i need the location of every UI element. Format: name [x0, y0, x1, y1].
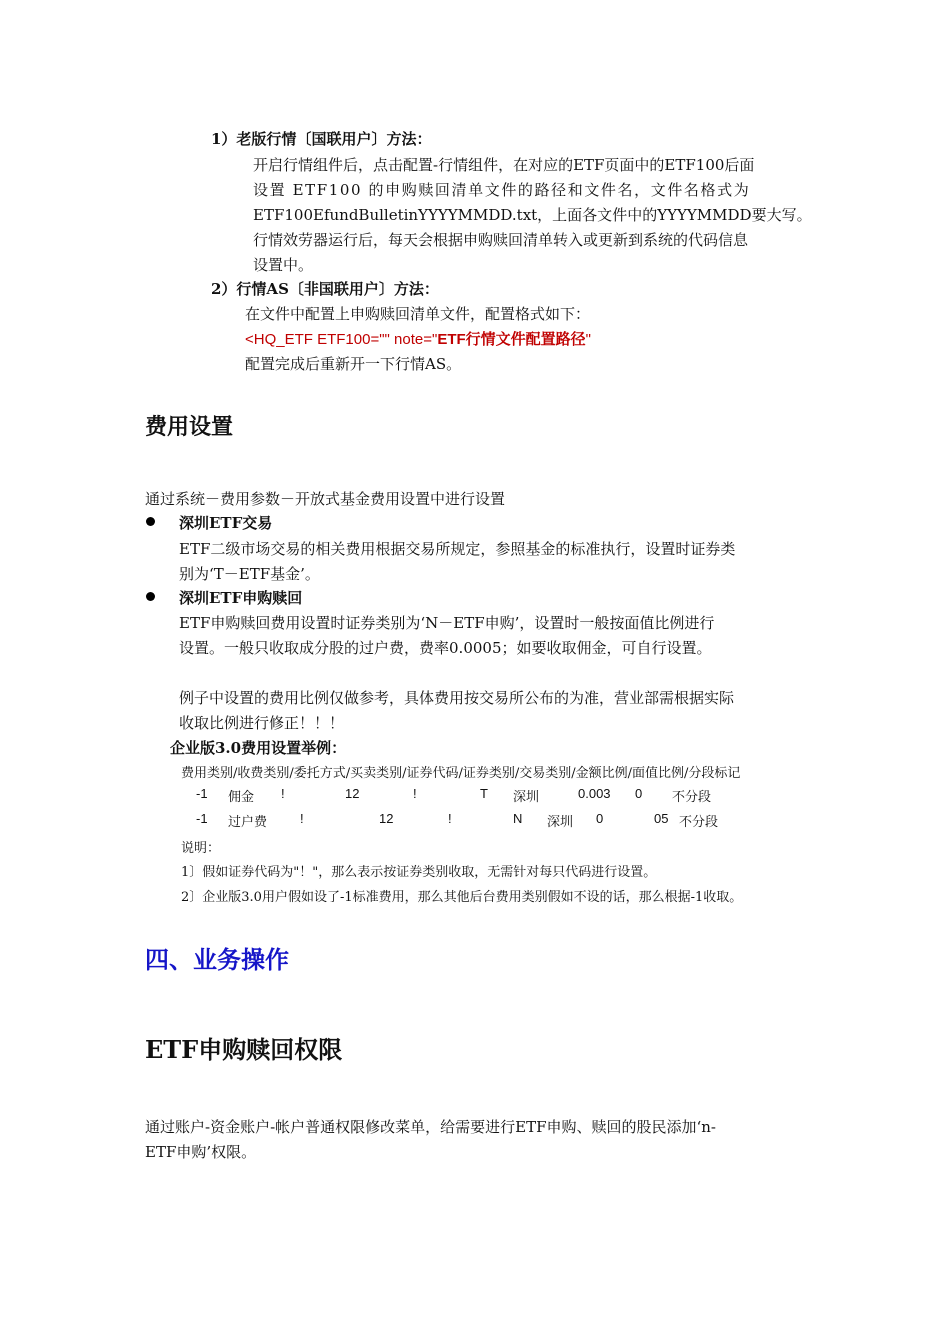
code-bold: ETF行情文件配置路径 — [437, 331, 586, 348]
row-cell: 不分段 — [672, 789, 712, 804]
old-method-line2: 设置 ETF100 的申购赎回清单文件的路径和文件名，文件名格式为 — [253, 181, 751, 199]
section4-title: 四、业务操作 — [145, 945, 289, 974]
as-config-code — [245, 328, 591, 349]
bullet1-title: 深圳ETF交易 — [179, 514, 273, 532]
fee-intro: 通过系统－费用参数－开放式基金费用设置中进行设置 — [145, 490, 506, 508]
bullet2-title: 深圳ETF申购赎回 — [179, 589, 303, 607]
row-cell: 佣金 — [228, 789, 255, 804]
row-cell: 深圳 — [513, 789, 540, 804]
code-prefix: <HQ_ETF ETF100="" note=" — [245, 331, 438, 348]
fee-note-line1: 例子中设置的费用比例仅做参考，具体费用按交易所公布的为准，营业部需根据实际 — [179, 689, 735, 707]
fee-note-line2: 收取比例进行修正！！！ — [179, 714, 345, 732]
row-cell: 12 — [345, 786, 360, 801]
row-cell: 0.003 — [578, 786, 611, 801]
row-cell: 不分段 — [679, 814, 719, 829]
row-cell: -1 — [196, 786, 208, 801]
desc-line1: 1〕假如证券代码为"！"，那么表示按证券类别收取，无需针对每只代码进行设置。 — [181, 865, 657, 880]
example-title: 企业版3.0费用设置举例： — [170, 739, 347, 757]
example-row — [0, 786, 950, 806]
perm-line2: ETF申购’权限。 — [145, 1143, 257, 1161]
as-method-heading: 2）行情AS〔非国联用户〕方法： — [211, 280, 439, 298]
bullet2-line1: ETF申购赎回费用设置时证券类别为‘N－ETF申购’，设置时一般按面值比例进行 — [179, 614, 715, 632]
bullet2-line2: 设置。一般只收取成分股的过户费，费率0.0005；如要收取佣金，可自行设置。 — [179, 639, 712, 657]
bullet1-line1: ETF二级市场交易的相关费用根据交易所规定，参照基金的标准执行，设置时证券类 — [179, 540, 736, 558]
row-cell: ! — [448, 811, 452, 826]
row-cell: 过户费 — [228, 814, 268, 829]
old-method-line5: 设置中。 — [253, 256, 314, 274]
row-cell: 05 — [654, 811, 669, 826]
row-cell: 12 — [379, 811, 394, 826]
old-method-line3: ETF100EfundBulletinYYYYMMDD.txt，上面各文件中的YYYYMMDD要大写。 — [253, 206, 812, 224]
example-row — [0, 811, 950, 831]
code-suffix: " — [585, 331, 591, 348]
row-cell: ! — [413, 786, 417, 801]
desc-label: 说明： — [181, 841, 221, 856]
row-cell: 深圳 — [547, 814, 574, 829]
row-cell: -1 — [196, 811, 208, 826]
row-cell: ! — [300, 811, 304, 826]
old-method-line4: 行情效劳器运行后，每天会根据申购赎回清单转入或更新到系统的代码信息 — [253, 231, 749, 249]
example-columns: 费用类别/收费类别/委托方式/买卖类别/证券代码/证券类别/交易类别/金额比例/面值比例/分段标记 — [181, 766, 741, 781]
perm-section-title: ETF申购赎回权限 — [145, 1035, 343, 1064]
old-method-line1: 开启行情组件后，点击配置-行情组件，在对应的ETF页面中的ETF100后面 — [253, 156, 755, 174]
desc-line2: 2〕企业版3.0用户假如设了-1标准费用，那么其他后台费用类别假如不设的话，那么根据-1收取。 — [181, 890, 743, 905]
row-cell: T — [480, 786, 488, 801]
row-cell: ! — [281, 786, 285, 801]
as-method-line3: 配置完成后重新开一下行情AS。 — [245, 355, 462, 373]
bullet-icon — [146, 517, 155, 526]
as-method-line1: 在文件中配置上申购赎回清单文件，配置格式如下： — [245, 305, 591, 323]
fee-section-title: 费用设置 — [145, 414, 234, 440]
row-cell: N — [513, 811, 523, 826]
perm-line1: 通过账户-资金账户-帐户普通权限修改菜单，给需要进行ETF申购、赎回的股民添加‘n- — [145, 1118, 716, 1136]
bullet-icon — [146, 592, 155, 601]
row-cell: 0 — [635, 786, 643, 801]
row-cell: 0 — [596, 811, 604, 826]
bullet1-line2: 别为‘T－ETF基金’。 — [179, 565, 320, 583]
old-method-heading: 1）老版行情〔国联用户〕方法： — [211, 130, 432, 148]
